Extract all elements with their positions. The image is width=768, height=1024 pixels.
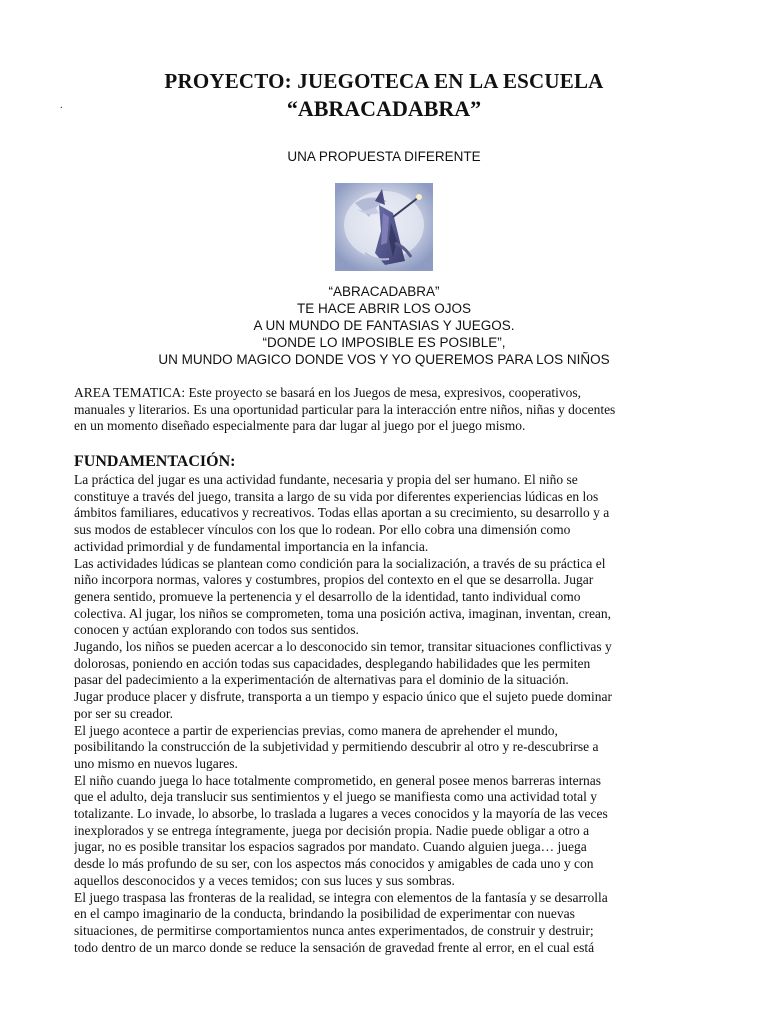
slogan-line: “DONDE LO IMPOSIBLE ES POSIBLE”,: [262, 335, 506, 350]
paragraph-line: que el adulto, deja translucir sus sentimientos y el juego se manifiesta como una actividad total y: [74, 789, 597, 805]
paragraph-line: en un momento diseñado especialmente para dar lugar al juego por el juego mismo.: [74, 418, 526, 434]
wizard-illustration: [335, 183, 433, 271]
paragraph-line: El juego traspasa las fronteras de la realidad, se integra con elementos de la fantasía y se desarrolla: [74, 889, 608, 905]
project-title: PROYECTO: JUEGOTECA EN LA ESCUELA: [164, 69, 604, 93]
paragraph-line: conocen y actúan explorando con todos sus sentidos.: [74, 622, 359, 638]
paragraph-line: en el campo imaginario de la conducta, brindando la posibilidad de experimentar con nuevas: [74, 906, 575, 922]
paragraph-line: Jugar produce placer y disfrute, transporta a un tiempo y espacio único que el sujeto puede dominar: [74, 689, 612, 705]
paragraph-line: dolorosas, poniendo en acción todas sus capacidades, desplegando habilidades que les permiten: [74, 655, 591, 671]
project-name: “ABRACADABRA”: [286, 96, 482, 121]
slogan-line: A UN MUNDO DE FANTASIAS Y JUEGOS.: [253, 318, 515, 333]
paragraph-line: constituye a través del juego, transita a largo de su vida por diferentes experiencias lúdicas en los: [74, 488, 599, 504]
paragraph-line: actividad primordial y de fundamental importancia en la infancia.: [74, 538, 429, 554]
fundamentacion-text: [74, 472, 714, 956]
paragraph-line: El niño cuando juega lo hace totalmente comprometido, en general posee menos barreras internas: [74, 772, 602, 788]
paragraph-line: todo dentro de un marco donde se reduce la sensación de gravedad frente al error, en el cual está: [74, 939, 595, 955]
paragraph-line: colectiva. Al jugar, los niños se comprometen, toma una posición activa, imaginan, inventan, crean,: [74, 605, 612, 621]
paragraph-line: aquellos desconocidos y a veces temidos; con sus luces y sus sombras.: [74, 872, 455, 888]
paragraph-line: pasar del padecimiento a la experimentación de alternativas para el dominio de la situación.: [74, 672, 569, 688]
paragraph-line: desde lo más profundo de su ser, con los aspectos más conocidos y amigables de cada uno y con: [74, 856, 594, 872]
paragraph-line: totalizante. Lo invade, lo absorbe, lo traslada a lugares a veces conocidos y la mayoría de las veces: [74, 806, 608, 822]
paragraph-line: Las actividades lúdicas se plantean como condición para la socialización, a través de su práctica el: [74, 555, 606, 571]
paragraph-line: situaciones, de permitirse comportamientos nunca antes experimentados, de construir y destruir;: [74, 922, 594, 938]
area-tematica-paragraph: [74, 385, 714, 435]
fundamentacion-heading: FUNDAMENTACIÓN:: [74, 453, 236, 470]
paragraph-line: posibilitando la construcción de la subjetividad y permitiendo descubrir al otro y re-descubrirse a: [74, 739, 599, 755]
stray-mark: .: [60, 100, 63, 111]
slogan-line: TE HACE ABRIR LOS OJOS: [296, 301, 472, 316]
slogan-block: [0, 283, 768, 368]
paragraph-line: sus modos de establecer vínculos con los que lo rodean. Por ello cobra una dimensión como: [74, 522, 571, 538]
paragraph-line: Jugando, los niños se pueden acercar a lo desconocido sin temor, transitar situaciones conflictivas y: [74, 639, 612, 655]
paragraph-line: uno mismo en nuevos lugares.: [74, 755, 238, 771]
paragraph-line: niño incorpora normas, valores y costumbres, propios del contexto en el que se desarrolla. Jugar: [74, 572, 594, 588]
paragraph-line: genera sentido, promueve la pertenencia y el desarrollo de la identidad, tanto individual como: [74, 588, 581, 604]
subtitle: UNA PROPUESTA DIFERENTE: [287, 149, 481, 164]
slogan-line: UN MUNDO MAGICO DONDE VOS Y YO QUEREMOS PARA LOS NIÑOS: [158, 352, 610, 367]
paragraph-line: La práctica del jugar es una actividad fundante, necesaria y propia del ser humano. El niño se: [74, 472, 578, 487]
paragraph-line: El juego acontece a partir de experiencias previas, como manera de aprehender el mundo,: [74, 722, 558, 738]
paragraph-line: jugar, no es posible transitar los espacios sagrados por mandato. Cuando alguien juega… juega: [74, 839, 587, 855]
paragraph-line: ámbitos familiares, educativos y recreativos. Todas ellas aportan a su crecimiento, su desarrollo y a: [74, 505, 610, 521]
paragraph-line: manuales y literarios. Es una oportunidad particular para la interacción entre niños, niñas y docentes: [74, 401, 616, 417]
paragraph-line: inexplorados y se entrega íntegramente, juega por decisión propia. Nadie puede obligar a otro a: [74, 822, 590, 838]
paragraph-line: AREA TEMATICA: Este proyecto se basará en los Juegos de mesa, expresivos, cooperativos,: [74, 385, 582, 400]
slogan-line: “ABRACADABRA”: [328, 284, 440, 299]
paragraph-line: por ser su creador.: [74, 705, 173, 721]
